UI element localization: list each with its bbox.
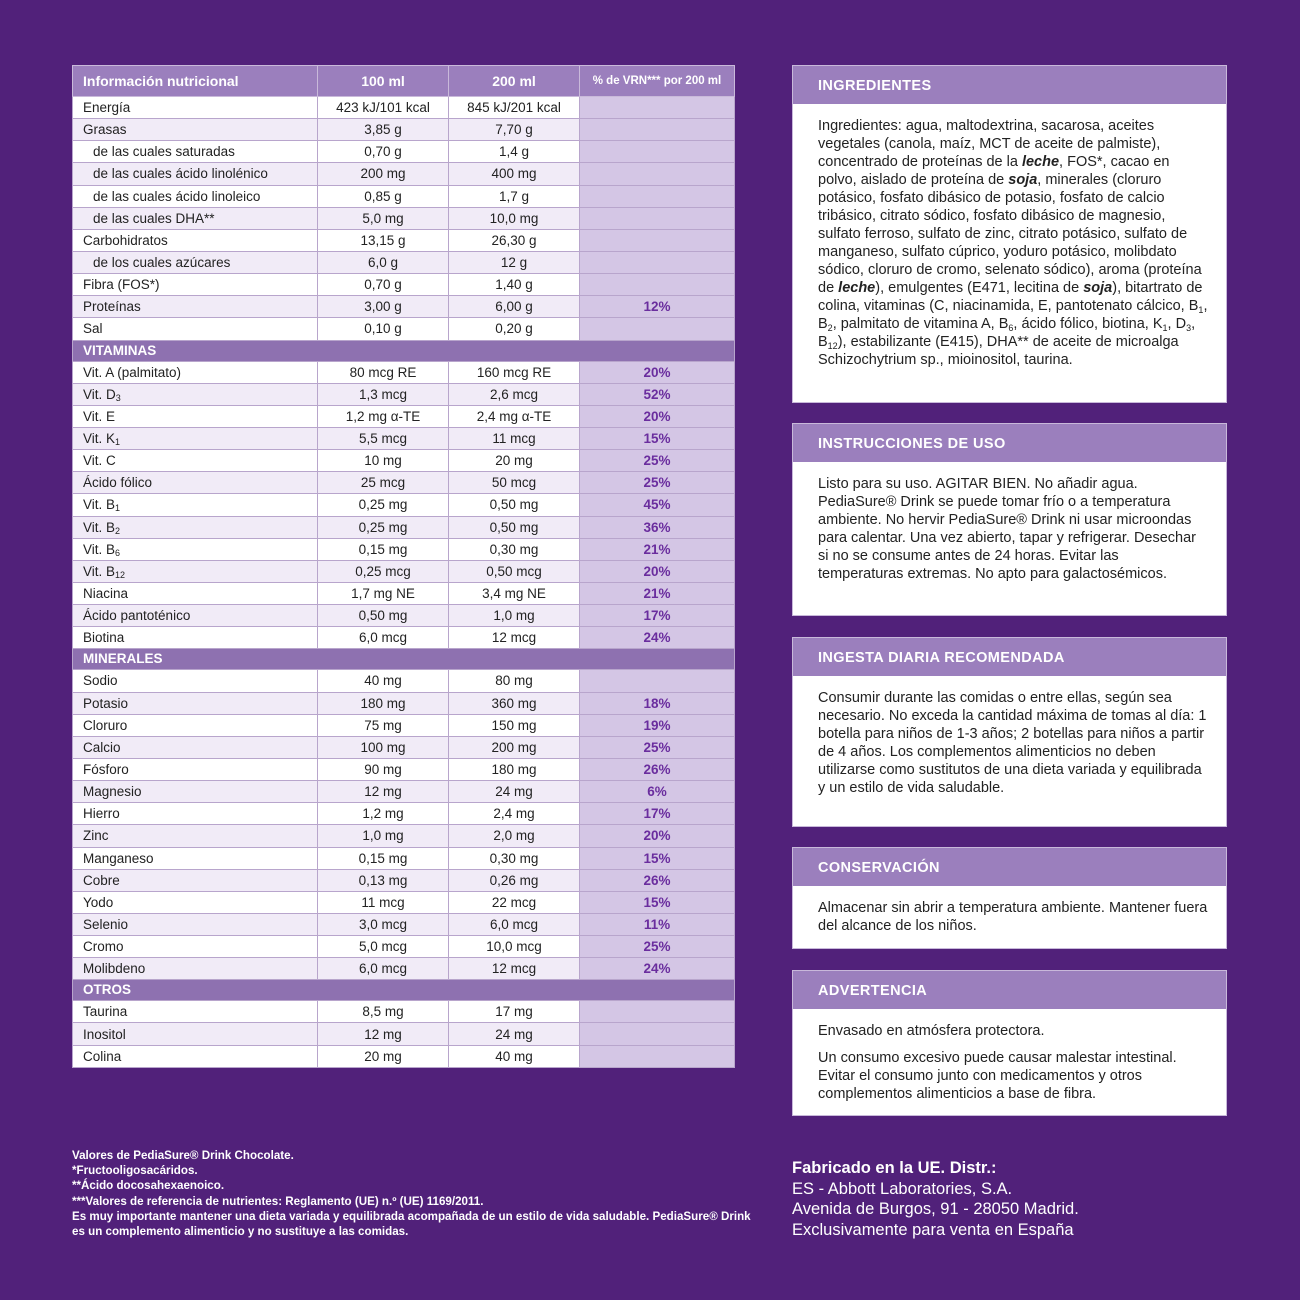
value-100ml: 0,50 mg — [318, 605, 449, 627]
vrn-percent: 26% — [580, 758, 735, 780]
nutrient-name: Vit. $B_6$ — [73, 538, 318, 560]
section-label: MINERALES — [73, 649, 735, 670]
value-100ml: 0,85 g — [318, 185, 449, 207]
header-nutrient: Información nutricional — [73, 66, 318, 97]
value-200ml: 24 mg — [449, 781, 580, 803]
value-100ml: 0,10 g — [318, 318, 449, 340]
vrn-percent: 20% — [580, 825, 735, 847]
section-row — [73, 649, 735, 670]
value-200ml: 160 mcg RE — [449, 361, 580, 383]
value-100ml: 40 mg — [318, 670, 449, 692]
distributor-title: Fabricado en la UE. Distr.: — [792, 1159, 997, 1177]
table-row — [73, 936, 735, 958]
storage-text: Almacenar sin abrir a temperatura ambiente. Mantener fuera del alcance de los niños. — [818, 900, 1208, 934]
nutrient-name: Energía — [73, 97, 318, 119]
nutrient-name: Taurina — [73, 1001, 318, 1023]
vrn-percent: 25% — [580, 450, 735, 472]
nutrient-name: Ácido fólico — [73, 472, 318, 494]
vrn-percent — [580, 119, 735, 141]
storage-title: CONSERVACIÓN — [793, 848, 1226, 886]
nutrient-name: Vit. $K_1$ — [73, 427, 318, 449]
table-row — [73, 582, 735, 604]
value-200ml: 2,0 mg — [449, 825, 580, 847]
nutrient-name: Vit. $D_3$ — [73, 383, 318, 405]
value-100ml: 1,7 mg NE — [318, 582, 449, 604]
nutrition-table — [72, 65, 735, 1068]
footnote-dha: **Ácido docosahexaenoico. — [72, 1179, 225, 1193]
nutrient-name: Biotina — [73, 627, 318, 649]
footnote-diet: Es muy importante mantener una dieta variada y equilibrada acompañada de un estilo de vida saludable. PediaSure® Drink — [72, 1209, 751, 1223]
section-label: VITAMINAS — [73, 340, 735, 361]
nutrient-name: Zinc — [73, 825, 318, 847]
table-row — [73, 296, 735, 318]
vrn-percent: 26% — [580, 869, 735, 891]
value-100ml: 5,0 mg — [318, 207, 449, 229]
nutrient-name: Carbohidratos — [73, 229, 318, 251]
vrn-percent: 24% — [580, 958, 735, 980]
vrn-percent: 25% — [580, 736, 735, 758]
value-100ml: 3,85 g — [318, 119, 449, 141]
nutrient-name: Magnesio — [73, 781, 318, 803]
value-200ml: 11 mcg — [449, 427, 580, 449]
nutrient-name: Hierro — [73, 803, 318, 825]
distributor-info — [792, 1158, 1232, 1240]
table-row — [73, 847, 735, 869]
nutrient-name: Manganeso — [73, 847, 318, 869]
value-200ml: 400 mg — [449, 163, 580, 185]
nutrient-name: Vit. C — [73, 450, 318, 472]
nutrient-name: Niacina — [73, 582, 318, 604]
vrn-percent: 20% — [580, 560, 735, 582]
table-row — [73, 1023, 735, 1045]
value-200ml: 22 mcg — [449, 891, 580, 913]
value-200ml: 0,50 mcg — [449, 560, 580, 582]
nutrient-name: de las cuales saturadas — [73, 141, 318, 163]
vrn-percent: 36% — [580, 516, 735, 538]
value-100ml: 0,70 g — [318, 141, 449, 163]
nutrient-name: Vit. $B_2$ — [73, 516, 318, 538]
nutrient-name: Vit. E — [73, 405, 318, 427]
table-row — [73, 560, 735, 582]
vrn-percent: 21% — [580, 538, 735, 560]
table-row — [73, 692, 735, 714]
nutrient-name: Potasio — [73, 692, 318, 714]
nutrient-name: Cloruro — [73, 714, 318, 736]
nutrient-name: Vit. A (palmitato) — [73, 361, 318, 383]
value-100ml: 5,5 mcg — [318, 427, 449, 449]
nutrient-name: Ácido pantoténico — [73, 605, 318, 627]
value-200ml: 0,26 mg — [449, 869, 580, 891]
value-100ml: 1,3 mcg — [318, 383, 449, 405]
value-100ml: 11 mcg — [318, 891, 449, 913]
daily-intake-title: INGESTA DIARIA RECOMENDADA — [793, 638, 1226, 676]
warning-text — [793, 1009, 1226, 1103]
value-100ml: 3,0 mcg — [318, 913, 449, 935]
value-200ml: 2,4 mg α-TE — [449, 405, 580, 427]
table-row — [73, 494, 735, 516]
value-200ml: 150 mg — [449, 714, 580, 736]
vrn-percent: 20% — [580, 361, 735, 383]
daily-intake-box — [792, 637, 1227, 827]
value-200ml: 24 mg — [449, 1023, 580, 1045]
value-200ml: 2,4 mg — [449, 803, 580, 825]
value-100ml: 13,15 g — [318, 229, 449, 251]
vrn-percent: 17% — [580, 605, 735, 627]
table-row — [73, 251, 735, 273]
nutrient-name: Vit. $B_1$ — [73, 494, 318, 516]
value-200ml: 12 mcg — [449, 958, 580, 980]
table-row — [73, 185, 735, 207]
nutrient-name: Sodio — [73, 670, 318, 692]
value-100ml: 180 mg — [318, 692, 449, 714]
instructions-title: INSTRUCCIONES DE USO — [793, 424, 1226, 462]
value-100ml: 1,2 mg — [318, 803, 449, 825]
table-row — [73, 958, 735, 980]
header-200ml: 200 ml — [449, 66, 580, 97]
vrn-percent: 19% — [580, 714, 735, 736]
value-100ml: 75 mg — [318, 714, 449, 736]
vrn-percent: 18% — [580, 692, 735, 714]
vrn-percent — [580, 274, 735, 296]
vrn-percent — [580, 1045, 735, 1067]
vrn-percent — [580, 141, 735, 163]
table-row — [73, 427, 735, 449]
header-vrn: % de VRN*** por 200 ml — [580, 66, 735, 97]
table-row — [73, 605, 735, 627]
value-100ml: 0,70 g — [318, 274, 449, 296]
value-100ml: 6,0 g — [318, 251, 449, 273]
value-200ml: 360 mg — [449, 692, 580, 714]
value-200ml: 0,50 mg — [449, 494, 580, 516]
nutrition-table-body — [73, 97, 735, 1068]
nutrient-name: Cromo — [73, 936, 318, 958]
nutrient-name: de las cuales DHA** — [73, 207, 318, 229]
nutrient-name: de los cuales azúcares — [73, 251, 318, 273]
value-200ml: 845 kJ/201 kcal — [449, 97, 580, 119]
table-row — [73, 736, 735, 758]
value-200ml: 2,6 mcg — [449, 383, 580, 405]
value-200ml: 12 mcg — [449, 627, 580, 649]
value-200ml: 3,4 mg NE — [449, 582, 580, 604]
value-100ml: 0,15 mg — [318, 538, 449, 560]
vrn-percent — [580, 1001, 735, 1023]
ingredients-text: Ingredientes: agua, maltodextrina, sacarosa, aceites vegetales (canola, maíz, MCT de aceite de palmiste), concentrado de proteínas de la leche, FOS*, cacao en polvo, aislado de proteína de soja, minerales (cloruro potásico, fosfato dibásico de potasio, fosfato de calcio tribásico, citrato sódico, fosfato dibásico de magnesio, sulfato ferroso, sulfato de zinc, citrato potásico, sulfato de manganeso, sulfato cúprico, yoduro potásico, molibdato sódico, cloruro de cromo, selenato sódico), aroma (proteína de leche), emulgentes (E471, lecitina de soja), bitartrato de colina, vitaminas (C, niacinamida, E, pantotenato cálcico, $B_1$, $B_2$, palmitato de vitamina A, $B_6$, ácido fólico, biotina, $K_1$, $D_3$, $B_{12}$), estabilizante (E415), DHA** de aceite de microalga Schizochytrium sp., mioinositol, taurina. — [818, 118, 1208, 368]
value-100ml: 80 mcg RE — [318, 361, 449, 383]
table-row — [73, 97, 735, 119]
warning-excess: Un consumo excesivo puede causar malestar intestinal. Evitar el consumo junto con medicamentos y otros complementos alimenticios a base de fibra. — [818, 1050, 1177, 1102]
value-100ml: 0,25 mcg — [318, 560, 449, 582]
vrn-percent — [580, 670, 735, 692]
vrn-percent: 45% — [580, 494, 735, 516]
nutrient-name: Colina — [73, 1045, 318, 1067]
table-row — [73, 670, 735, 692]
vrn-percent: 12% — [580, 296, 735, 318]
table-row — [73, 383, 735, 405]
distributor-company: ES - Abbott Laboratories, S.A. — [792, 1179, 1013, 1198]
nutrient-name: de las cuales ácido linolénico — [73, 163, 318, 185]
value-200ml: 17 mg — [449, 1001, 580, 1023]
table-row — [73, 758, 735, 780]
table-row — [73, 627, 735, 649]
table-row — [73, 472, 735, 494]
value-200ml: 0,20 g — [449, 318, 580, 340]
table-row — [73, 450, 735, 472]
nutrient-name: Cobre — [73, 869, 318, 891]
header-100ml: 100 ml — [318, 66, 449, 97]
vrn-percent: 20% — [580, 405, 735, 427]
distributor-address: Avenida de Burgos, 91 - 28050 Madrid. — [792, 1200, 1079, 1218]
instructions-text: Listo para su uso. AGITAR BIEN. No añadir agua. PediaSure® Drink se puede tomar frío o a temperatura ambiente. No hervir PediaSure® Drink ni usar microondas para calentar. Una vez abierto, tapar y refrigerar. Desechar si no se consume antes de 24 horas. Evitar las temperaturas extremas. No apto para galactosémicos. — [818, 476, 1196, 582]
vrn-percent: 17% — [580, 803, 735, 825]
distributor-sale-note: Exclusivamente para venta en España — [792, 1220, 1074, 1239]
vrn-percent — [580, 318, 735, 340]
table-row — [73, 869, 735, 891]
value-100ml: 1,0 mg — [318, 825, 449, 847]
table-row — [73, 119, 735, 141]
value-100ml: 5,0 mcg — [318, 936, 449, 958]
vrn-percent: 25% — [580, 472, 735, 494]
nutrient-name: Yodo — [73, 891, 318, 913]
nutrient-name: Fibra (FOS*) — [73, 274, 318, 296]
table-row — [73, 361, 735, 383]
section-row — [73, 340, 735, 361]
value-100ml: 8,5 mg — [318, 1001, 449, 1023]
value-100ml: 25 mcg — [318, 472, 449, 494]
value-100ml: 200 mg — [318, 163, 449, 185]
value-200ml: 200 mg — [449, 736, 580, 758]
value-200ml: 1,40 g — [449, 274, 580, 296]
table-row — [73, 229, 735, 251]
ingredients-box — [792, 65, 1227, 403]
value-100ml: 0,25 mg — [318, 494, 449, 516]
vrn-percent: 15% — [580, 847, 735, 869]
footnote-fos: *Fructooligosacáridos. — [72, 1164, 198, 1178]
table-row — [73, 1001, 735, 1023]
table-row — [73, 803, 735, 825]
warning-box — [792, 970, 1227, 1116]
table-row — [73, 714, 735, 736]
table-row — [73, 825, 735, 847]
table-row — [73, 1045, 735, 1067]
vrn-percent: 25% — [580, 936, 735, 958]
table-row — [73, 913, 735, 935]
nutrient-name: Inositol — [73, 1023, 318, 1045]
table-row — [73, 405, 735, 427]
warning-title: ADVERTENCIA — [793, 971, 1226, 1009]
value-100ml: 10 mg — [318, 450, 449, 472]
nutrient-name: Vit. $B_{12}$ — [73, 560, 318, 582]
vrn-percent — [580, 251, 735, 273]
value-100ml: 12 mg — [318, 1023, 449, 1045]
value-100ml: 20 mg — [318, 1045, 449, 1067]
value-200ml: 10,0 mcg — [449, 936, 580, 958]
table-row — [73, 516, 735, 538]
value-200ml: 0,30 mg — [449, 847, 580, 869]
value-100ml: 6,0 mcg — [318, 627, 449, 649]
value-200ml: 7,70 g — [449, 119, 580, 141]
footnotes — [72, 1148, 751, 1239]
ingredients-title: INGREDIENTES — [793, 66, 1226, 104]
value-200ml: 40 mg — [449, 1045, 580, 1067]
vrn-percent — [580, 97, 735, 119]
value-200ml: 1,0 mg — [449, 605, 580, 627]
storage-box — [792, 847, 1227, 949]
footnote-values: Valores de PediaSure® Drink Chocolate. — [72, 1149, 294, 1162]
value-200ml: 80 mg — [449, 670, 580, 692]
nutrient-name: Grasas — [73, 119, 318, 141]
value-100ml: 6,0 mcg — [318, 958, 449, 980]
nutrient-name: Sal — [73, 318, 318, 340]
value-200ml: 0,30 mg — [449, 538, 580, 560]
nutrient-name: de las cuales ácido linoleico — [73, 185, 318, 207]
value-100ml: 0,15 mg — [318, 847, 449, 869]
instructions-box — [792, 423, 1227, 616]
nutrient-name: Calcio — [73, 736, 318, 758]
footnote-vrn: ***Valores de referencia de nutrientes: Reglamento (UE) n.º (UE) 1169/2011. — [72, 1194, 484, 1208]
value-100ml: 1,2 mg α-TE — [318, 405, 449, 427]
vrn-percent: 24% — [580, 627, 735, 649]
value-200ml: 12 g — [449, 251, 580, 273]
table-row — [73, 141, 735, 163]
value-100ml: 90 mg — [318, 758, 449, 780]
nutrition-table-header — [73, 66, 735, 97]
vrn-percent: 15% — [580, 891, 735, 913]
table-row — [73, 318, 735, 340]
value-200ml: 10,0 mg — [449, 207, 580, 229]
section-row — [73, 980, 735, 1001]
vrn-percent: 52% — [580, 383, 735, 405]
value-100ml: 423 kJ/101 kcal — [318, 97, 449, 119]
vrn-percent: 6% — [580, 781, 735, 803]
vrn-percent — [580, 229, 735, 251]
value-200ml: 6,0 mcg — [449, 913, 580, 935]
value-100ml: 3,00 g — [318, 296, 449, 318]
table-row — [73, 781, 735, 803]
table-row — [73, 891, 735, 913]
vrn-percent — [580, 163, 735, 185]
value-200ml: 0,50 mg — [449, 516, 580, 538]
footnote-supplement: es un complemento alimenticio y no sustituye a las comidas. — [72, 1225, 409, 1239]
vrn-percent — [580, 185, 735, 207]
value-200ml: 1,7 g — [449, 185, 580, 207]
value-200ml: 1,4 g — [449, 141, 580, 163]
vrn-percent: 15% — [580, 427, 735, 449]
value-200ml: 180 mg — [449, 758, 580, 780]
warning-packaging: Envasado en atmósfera protectora. — [818, 1023, 1045, 1039]
nutrient-name: Proteínas — [73, 296, 318, 318]
value-100ml: 12 mg — [318, 781, 449, 803]
header-row — [73, 66, 735, 97]
value-200ml: 50 mcg — [449, 472, 580, 494]
nutrient-name: Molibdeno — [73, 958, 318, 980]
value-100ml: 0,13 mg — [318, 869, 449, 891]
value-100ml: 100 mg — [318, 736, 449, 758]
table-row — [73, 538, 735, 560]
value-100ml: 0,25 mg — [318, 516, 449, 538]
value-200ml: 6,00 g — [449, 296, 580, 318]
table-row — [73, 207, 735, 229]
vrn-percent: 11% — [580, 913, 735, 935]
nutrient-name: Fósforo — [73, 758, 318, 780]
vrn-percent: 21% — [580, 582, 735, 604]
vrn-percent — [580, 207, 735, 229]
section-label: OTROS — [73, 980, 735, 1001]
daily-intake-text: Consumir durante las comidas o entre ellas, según sea necesario. No exceda la cantidad máxima de tomas al día: 1 botella para niños de 1-3 años; 2 botellas para niños a partir de 4 años. Los complementos alimenticios no deben utilizarse como sustitutos de una dieta variada y equilibrada y un estilo de vida saludable. — [818, 690, 1207, 796]
nutrient-name: Selenio — [73, 913, 318, 935]
table-row — [73, 163, 735, 185]
value-200ml: 20 mg — [449, 450, 580, 472]
table-row — [73, 274, 735, 296]
value-200ml: 26,30 g — [449, 229, 580, 251]
vrn-percent — [580, 1023, 735, 1045]
